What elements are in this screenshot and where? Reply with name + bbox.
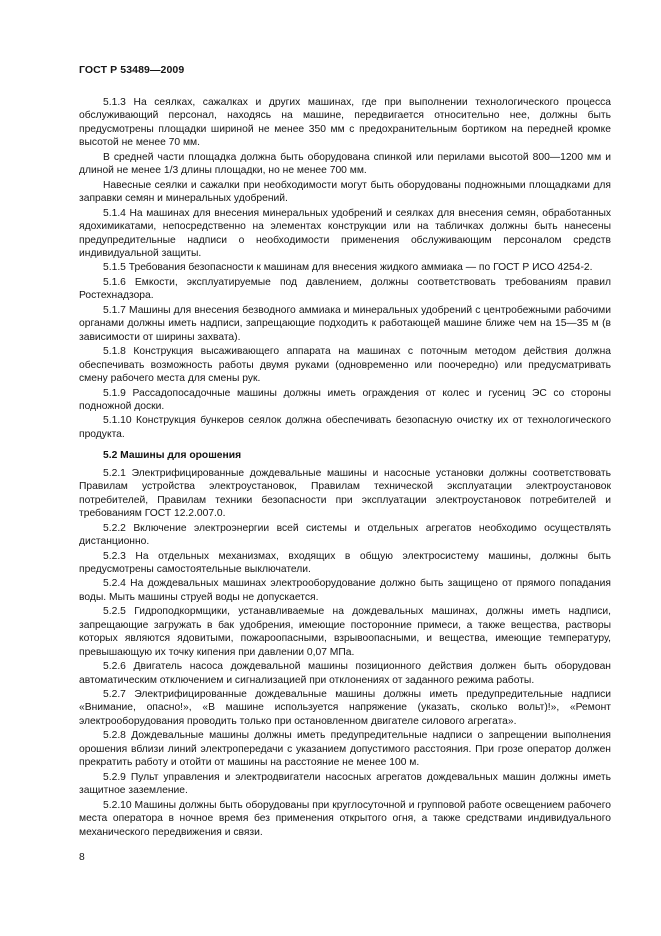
paragraph: 5.1.8 Конструкция высаживающего аппарата на машинах с поточным методом действия должна обеспечивать возможность работы двумя руками (одновременно или поочередно) или предусматривать смену рабочего места для смены рук. [79,346,611,385]
paragraph: 5.1.9 Рассадопосадочные машины должны иметь ограждения от колес и гусениц ЭС со стороны подножной доски. [79,387,611,412]
standard-header: ГОСТ Р 53489—2009 [79,64,185,76]
paragraph: 5.1.7 Машины для внесения безводного аммиака и минеральных удобрений с центробежными рабочими органами должны иметь надписи, запрещающие подходить к работающей машине ближе чем на 15—35 м (в зависимости от ширины захвата). [79,304,611,343]
paragraph: 5.2.2 Включение электроэнергии всей системы и отдельных агрегатов необходимо осуществлять дистанционно. [79,522,611,548]
paragraph: 5.1.6 Емкости, эксплуатируемые под давлением, должны соответствовать требованиям правил Ростехнадзора. [79,276,611,302]
paragraph: 5.2.8 Дождевальные машины должны иметь предупредительные надписи о запрещении выполнения орошения вблизи линий электропередачи с указанием допустимого расстояния. При грозе оператор должен прекратить работу и отойти от машины на расстояние не менее 100 м. [79,730,611,769]
paragraph: 5.2.10 Машины должны быть оборудованы при круглосуточной и групповой работе освещением рабочего места оператора в ночное время без применения открытого огня, а также средствами индивидуального механического передвижения и связи. [79,799,611,838]
paragraph: 5.1.3 На сеялках, сажалках и других машинах, где при выполнении технологического процесса обслуживающий персонал, находясь на машине, передвигается относительно нее, должны быть предусмотрены площадки шириной не менее 350 мм с предохранительным бортиком на передней кромке высотой не менее 70 мм. [79,97,611,149]
paragraph: 5.2.1 Электрифицированные дождевальные машины и насосные установки должны соответствовать Правилам устройства электроустановок, Правилам технической эксплуатации электроустановок потребителей, Правилам техники безопасности при эксплуатации электроустановок потребителей и требованиям ГОСТ 12.2.007.0. [79,467,611,520]
paragraph: 5.2.3 На отдельных механизмах, входящих в общую электросистему машины, должны быть предусмотрены самостоятельные выключатели. [79,550,611,575]
section-heading: 5.2 Машины для орошения [103,450,242,462]
paragraph: Навесные сеялки и сажалки при необходимости могут быть оборудованы подножными площадками для заправки семян и минеральных удобрений. [79,179,611,205]
paragraph: 5.2.9 Пульт управления и электродвигатели насосных агрегатов дождевальных машин должны иметь защитное заземление. [79,771,611,797]
paragraph: 5.2.4 На дождевальных машинах электрооборудование должно быть защищено от прямого попадания воды. Мыть машины струей воды не допускается. [79,578,611,603]
page-number: 8 [79,852,85,863]
paragraph: 5.2.7 Электрифицированные дождевальные машины должны иметь предупредительные надписи «Внимание, опасно!», «В машине используется напряжение (указать, сколько вольт)!», «Ремонт электрооборудования проводить только при остановленном двигателе силового агрегата». [79,689,611,727]
paragraph: 5.1.4 На машинах для внесения минеральных удобрений и сеялках для внесения семян, обработанных ядохимикатами, непосредственно на элементах конструкции или на табличках должны быть нанесены предупредительные надписи о необходимости применения обслуживающим персоналом средств индивидуальной защиты. [79,207,611,259]
paragraph: 5.2.6 Двигатель насоса дождевальной машины позиционного действия должен быть оборудован автоматическим отключением и сигнализацией при отклонениях от заданного режима работы. [79,661,611,686]
paragraph: В средней части площадка должна быть оборудована спинкой или перилами высотой 800—1200 мм и длиной не менее 1/3 длины площадки, но не менее 700 мм. [79,151,611,177]
paragraph: 5.1.5 Требования безопасности к машинам для внесения жидкого аммиака — по ГОСТ Р ИСО 4254-2. [103,262,593,274]
paragraph: 5.1.10 Конструкция бункеров сеялок должна обеспечивать безопасную очистку их от технологического продукта. [79,415,611,440]
document-body [79,96,611,840]
paragraph: 5.2.5 Гидроподкормщики, устанавливаемые на дождевальных машинах, должны иметь надписи, запрещающие загружать в бак удобрения, имеющие посторонние примеси, а также вещества, растворы которых являются ядовитыми, пожароопасными, взрывоопасными, и вещества, имеющие температуру, превышающую их точку кипения при давлении 0,07 МПа. [79,606,611,658]
